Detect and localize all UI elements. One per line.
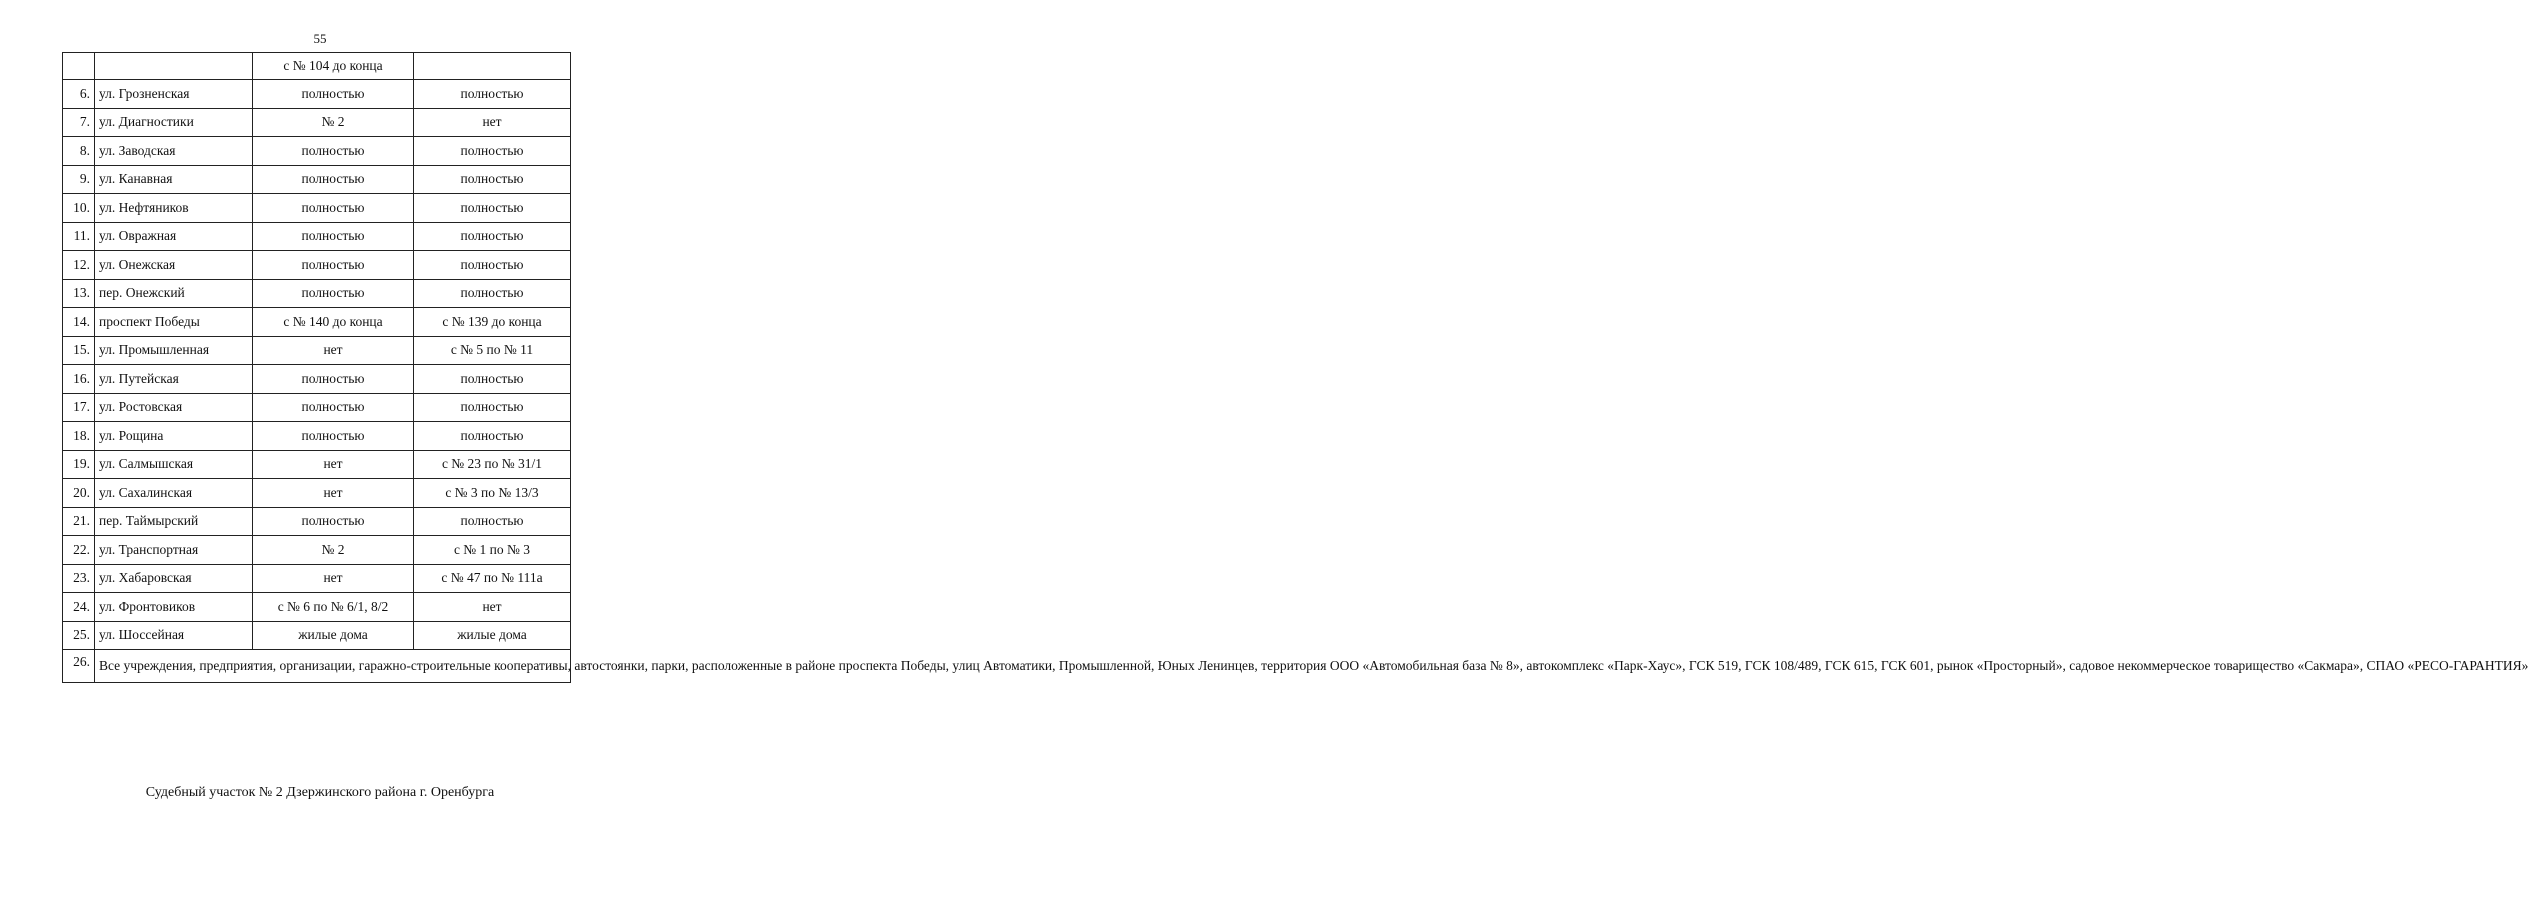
street-name (95, 53, 253, 80)
row-number: 25. (63, 621, 95, 650)
range-column-2: с № 47 по № 111а (414, 564, 571, 593)
range-column-2: полностью (414, 422, 571, 451)
range-column-2: с № 23 по № 31/1 (414, 450, 571, 479)
range-column-2: нет (414, 108, 571, 137)
table-row (63, 194, 571, 223)
range-column-2: с № 5 по № 11 (414, 336, 571, 365)
table-row (63, 251, 571, 280)
street-name: пер. Онежский (95, 279, 253, 308)
table-row (63, 137, 571, 166)
row-number: 15. (63, 336, 95, 365)
organizations-list: Все учреждения, предприятия, организации, гаражно-строительные кооперативы, автостоянки, парки, расположенные в районе проспекта Победы, улиц Автоматики, Промышленной, Юных Ленинцев, территория ООО «Автомобильная база № 8», автокомплекс «Парк-Хаус», ГСК 519, ГСК 108/489, ГСК 615, ГСК 601, рынок «Просторный», садовое некоммерческое товарищество «Сакмара», СПАО «РЕСО-ГАРАНТИЯ» (95, 650, 571, 683)
row-number: 10. (63, 194, 95, 223)
page-number: 55 (313, 31, 327, 46)
table-row (63, 108, 571, 137)
street-name: ул. Овражная (95, 222, 253, 251)
street-name: ул. Путейская (95, 365, 253, 394)
range-column-1: полностью (253, 222, 414, 251)
street-name: ул. Шоссейная (95, 621, 253, 650)
street-name: ул. Онежская (95, 251, 253, 280)
table-row (63, 336, 571, 365)
row-number: 17. (63, 393, 95, 422)
street-name: ул. Сахалинская (95, 479, 253, 508)
table-row (63, 450, 571, 479)
table-row (63, 564, 571, 593)
row-number: 20. (63, 479, 95, 508)
range-column-1: полностью (253, 393, 414, 422)
row-number: 7. (63, 108, 95, 137)
range-column-2 (414, 53, 571, 80)
range-column-1: нет (253, 336, 414, 365)
row-number: 21. (63, 507, 95, 536)
range-column-2: полностью (414, 279, 571, 308)
range-column-1: полностью (253, 251, 414, 280)
table-row (63, 80, 571, 109)
table-body (63, 53, 2528, 683)
range-column-2: полностью (414, 165, 571, 194)
table-row (63, 53, 571, 80)
row-number: 19. (63, 450, 95, 479)
row-number: 12. (63, 251, 95, 280)
range-column-2: полностью (414, 393, 571, 422)
street-name: ул. Промышленная (95, 336, 253, 365)
row-number: 18. (63, 422, 95, 451)
street-name: ул. Нефтяников (95, 194, 253, 223)
table-row (63, 507, 571, 536)
range-column-1: нет (253, 479, 414, 508)
range-column-1: № 2 (253, 108, 414, 137)
street-name: ул. Ростовская (95, 393, 253, 422)
row-number (63, 53, 95, 80)
table-row (63, 222, 571, 251)
street-name: ул. Салмышская (95, 450, 253, 479)
range-column-2: с № 3 по № 13/3 (414, 479, 571, 508)
row-number: 22. (63, 536, 95, 565)
table-row (63, 165, 571, 194)
range-column-2: нет (414, 593, 571, 622)
table-row (63, 621, 571, 650)
range-column-1: жилые дома (253, 621, 414, 650)
table-row (63, 279, 571, 308)
street-name: ул. Фронтовиков (95, 593, 253, 622)
street-name: ул. Заводская (95, 137, 253, 166)
range-column-1: полностью (253, 422, 414, 451)
range-column-2: полностью (414, 222, 571, 251)
range-column-1: полностью (253, 365, 414, 394)
table-row (63, 536, 571, 565)
street-name: ул. Диагностики (95, 108, 253, 137)
range-column-1: нет (253, 564, 414, 593)
range-column-1: с № 6 по № 6/1, 8/2 (253, 593, 414, 622)
range-column-2: полностью (414, 251, 571, 280)
table-row (63, 593, 571, 622)
street-name: пер. Таймырский (95, 507, 253, 536)
street-name: ул. Грозненская (95, 80, 253, 109)
range-column-2: полностью (414, 137, 571, 166)
range-column-1: полностью (253, 165, 414, 194)
table-row (63, 393, 571, 422)
range-column-1: полностью (253, 80, 414, 109)
street-name: ул. Канавная (95, 165, 253, 194)
range-column-2: полностью (414, 365, 571, 394)
range-column-2: с № 1 по № 3 (414, 536, 571, 565)
range-column-1: полностью (253, 279, 414, 308)
table-row (63, 308, 571, 337)
range-column-2: полностью (414, 80, 571, 109)
street-name: ул. Хабаровская (95, 564, 253, 593)
row-number: 26. (63, 650, 95, 683)
street-name: проспект Победы (95, 308, 253, 337)
row-number: 13. (63, 279, 95, 308)
street-name: ул. Транспортная (95, 536, 253, 565)
range-column-1: с № 140 до конца (253, 308, 414, 337)
row-number: 8. (63, 137, 95, 166)
row-number: 6. (63, 80, 95, 109)
range-column-1: полностью (253, 194, 414, 223)
range-column-2: полностью (414, 194, 571, 223)
range-column-1: нет (253, 450, 414, 479)
court-district-heading: Судебный участок № 2 Дзержинского района г. Оренбурга (145, 785, 495, 800)
range-column-1: полностью (253, 137, 414, 166)
row-number: 16. (63, 365, 95, 394)
range-column-2: жилые дома (414, 621, 571, 650)
range-column-1: полностью (253, 507, 414, 536)
range-column-2: с № 139 до конца (414, 308, 571, 337)
streets-table (62, 52, 2528, 683)
range-column-1: с № 104 до конца (253, 53, 414, 80)
row-number: 9. (63, 165, 95, 194)
range-column-2: полностью (414, 507, 571, 536)
table-row (63, 479, 571, 508)
table-row (63, 365, 571, 394)
table-row (63, 422, 571, 451)
street-name: ул. Рощина (95, 422, 253, 451)
row-number: 14. (63, 308, 95, 337)
table-row (63, 650, 571, 683)
row-number: 23. (63, 564, 95, 593)
row-number: 11. (63, 222, 95, 251)
row-number: 24. (63, 593, 95, 622)
range-column-1: № 2 (253, 536, 414, 565)
